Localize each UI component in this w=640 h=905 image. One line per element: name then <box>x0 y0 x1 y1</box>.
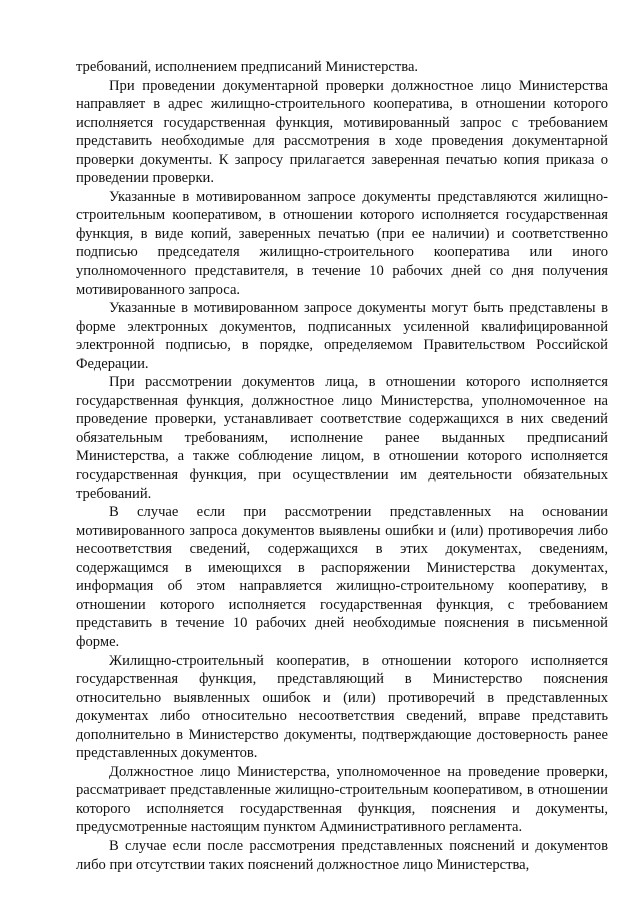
paragraph-official-review: Должностное лицо Министерства, уполномоченное на проведение проверки, рассматривает представленные жилищно-строительным кооперативом, в отношении которого исполняется государственная функция, пояснения и документы, предусмотренные настоящим пунктом Административного регламента. <box>76 763 608 836</box>
paragraph-documents-submission: Указанные в мотивированном запросе документы представляются жилищно-строительным кооперативом, в отношении которого исполняется государственная функция, в виде копий, заверенных печатью (при ее наличии) и соответственно подписью председателя жилищно-строительного кооператива или иного уполномоченного представителя, в течение 10 рабочих дней со дня получения мотивированного запроса. <box>76 188 608 298</box>
paragraph-continuation: требований, исполнением предписаний Министерства. <box>76 59 419 75</box>
paragraph-documentary-check-request: При проведении документарной проверки должностное лицо Министерства направляет в адрес жилищно-строительного кооператива, в отношении которого исполняется государственная функция, мотивированный запрос с требованием представить необходимые для рассмотрения в ходе проведения документарной проверки документы. К запросу прилагается заверенная печатью копия приказа о проведении проверки. <box>76 77 608 187</box>
paragraph-electronic-documents: Указанные в мотивированном запросе документы могут быть представлены в форме электронных документов, подписанных усиленной квалифицированной электронной подписью, в порядке, определяемом Правительством Российской Федерации. <box>76 300 608 372</box>
paragraph-after-review: В случае если после рассмотрения представленных пояснений и документов либо при отсутствии таких пояснений должностное лицо Министерства, <box>76 837 608 873</box>
document-page <box>76 58 608 874</box>
paragraph-documents-review: При рассмотрении документов лица, в отношении которого исполняется государственная функция, должностное лицо Министерства, уполномоченное на проведение проверки, устанавливает соответствие содержащихся в них сведений обязательным требованиям, исполнение ранее выданных предписаний Министерства, а также соблюдение лицом, в отношении которого исполняется государственная функция, при осуществлении им деятельности обязательных требований. <box>76 374 608 502</box>
paragraph-cooperative-explanations: Жилищно-строительный кооператив, в отношении которого исполняется государственная функция, представляющий в Министерство пояснения относительно выявленных ошибок и (или) противоречий в представленных документах либо относительно несоответствия сведений, вправе представить дополнительно в Министерство документы, подтверждающие достоверность ранее представленных документов. <box>76 652 608 762</box>
paragraph-errors-found: В случае если при рассмотрении представленных на основании мотивированного запроса документов выявлены ошибки и (или) противоречия либо несоответствия сведений, содержащихся в этих документах, сведениям, содержащимся в имеющихся в распоряжении Министерства документах, информация об этом направляется жилищно-строительному кооперативу, в отношении которого исполняется государственная функция, с требованием представить в течение 10 рабочих дней необходимые пояснения в письменной форме. <box>76 504 608 650</box>
